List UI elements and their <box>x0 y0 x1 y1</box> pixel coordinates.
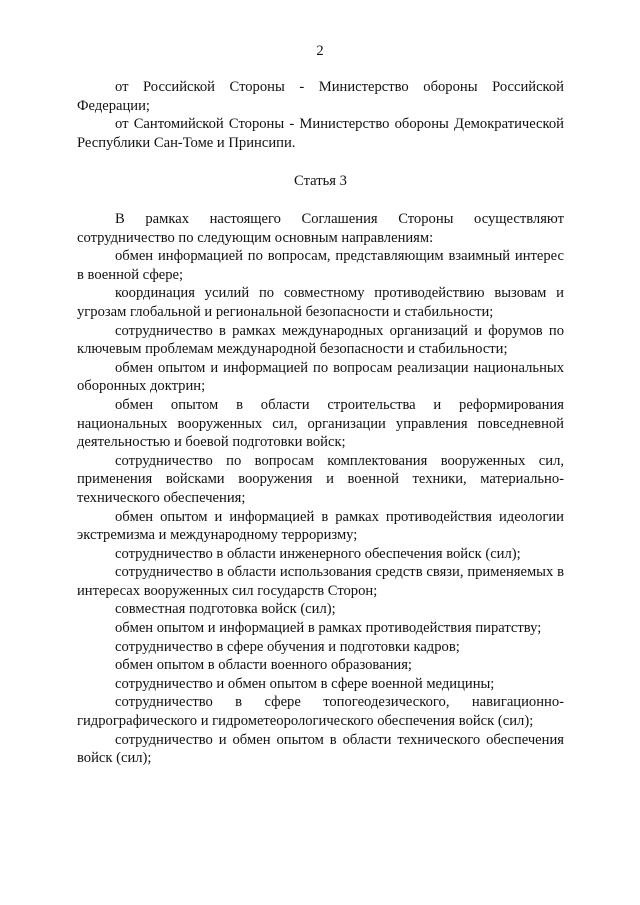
list-item: обмен опытом и информацией в рамках противодействия пиратству; <box>115 620 542 637</box>
party-russia: от Российской Стороны - Министерство обороны Российской Федерации; <box>77 79 564 114</box>
list-item: сотрудничество в сфере топогеодезического, навигационно-гидрографического и гидрометеорологического обеспечения войск (сил); <box>77 694 564 730</box>
list-item: обмен опытом и информацией по вопросам реализации национальных оборонных доктрин; <box>77 359 564 395</box>
list-item: сотрудничество по вопросам комплектования вооруженных сил, применения войсками вооружения и военной техники, материально-технического обеспечения; <box>77 452 564 506</box>
article-heading-block <box>77 172 564 191</box>
list-item: обмен опытом в области строительства и реформирования национальных вооруженных сил, организации управления повседневной деятельностью и боевой подготовки войск; <box>77 396 564 451</box>
list-item: сотрудничество в сфере обучения и подготовки кадров; <box>115 638 460 655</box>
list-item: сотрудничество в области использования средств связи, применяемых в интересах вооруженных сил государств Сторон; <box>77 564 564 599</box>
list-item: сотрудничество и обмен опытом в области технического обеспечения войск (сил); <box>77 731 564 767</box>
list-item: сотрудничество в рамках международных организаций и форумов по ключевым проблемам международной безопасности и стабильности; <box>77 322 564 358</box>
list-item: обмен опытом и информацией в рамках противодействия идеологии экстремизма и международному терроризму; <box>77 508 564 544</box>
list-item: обмен информацией по вопросам, представляющим взаимный интерес в военной сфере; <box>77 248 564 283</box>
article-intro: В рамках настоящего Соглашения Стороны осуществляют сотрудничество по следующим основным направлениям: <box>77 211 564 246</box>
party-sao-tome: от Сантомийской Стороны - Министерство обороны Демократической Республики Сан-Томе и Принсипи. <box>77 116 564 151</box>
parties-block <box>77 78 564 152</box>
article-body <box>77 210 564 768</box>
page-number: 2 <box>316 43 324 59</box>
list-item: координация усилий по совместному противодействию вызовам и угрозам глобальной и региональной безопасности и стабильности; <box>77 285 564 320</box>
list-item: обмен опытом в области военного образования; <box>115 657 412 674</box>
list-item: сотрудничество и обмен опытом в сфере военной медицины; <box>115 675 495 692</box>
article-title: Статья 3 <box>294 173 347 189</box>
list-item: сотрудничество в области инженерного обеспечения войск (сил); <box>115 545 521 562</box>
list-item: совместная подготовка войск (сил); <box>115 601 336 618</box>
